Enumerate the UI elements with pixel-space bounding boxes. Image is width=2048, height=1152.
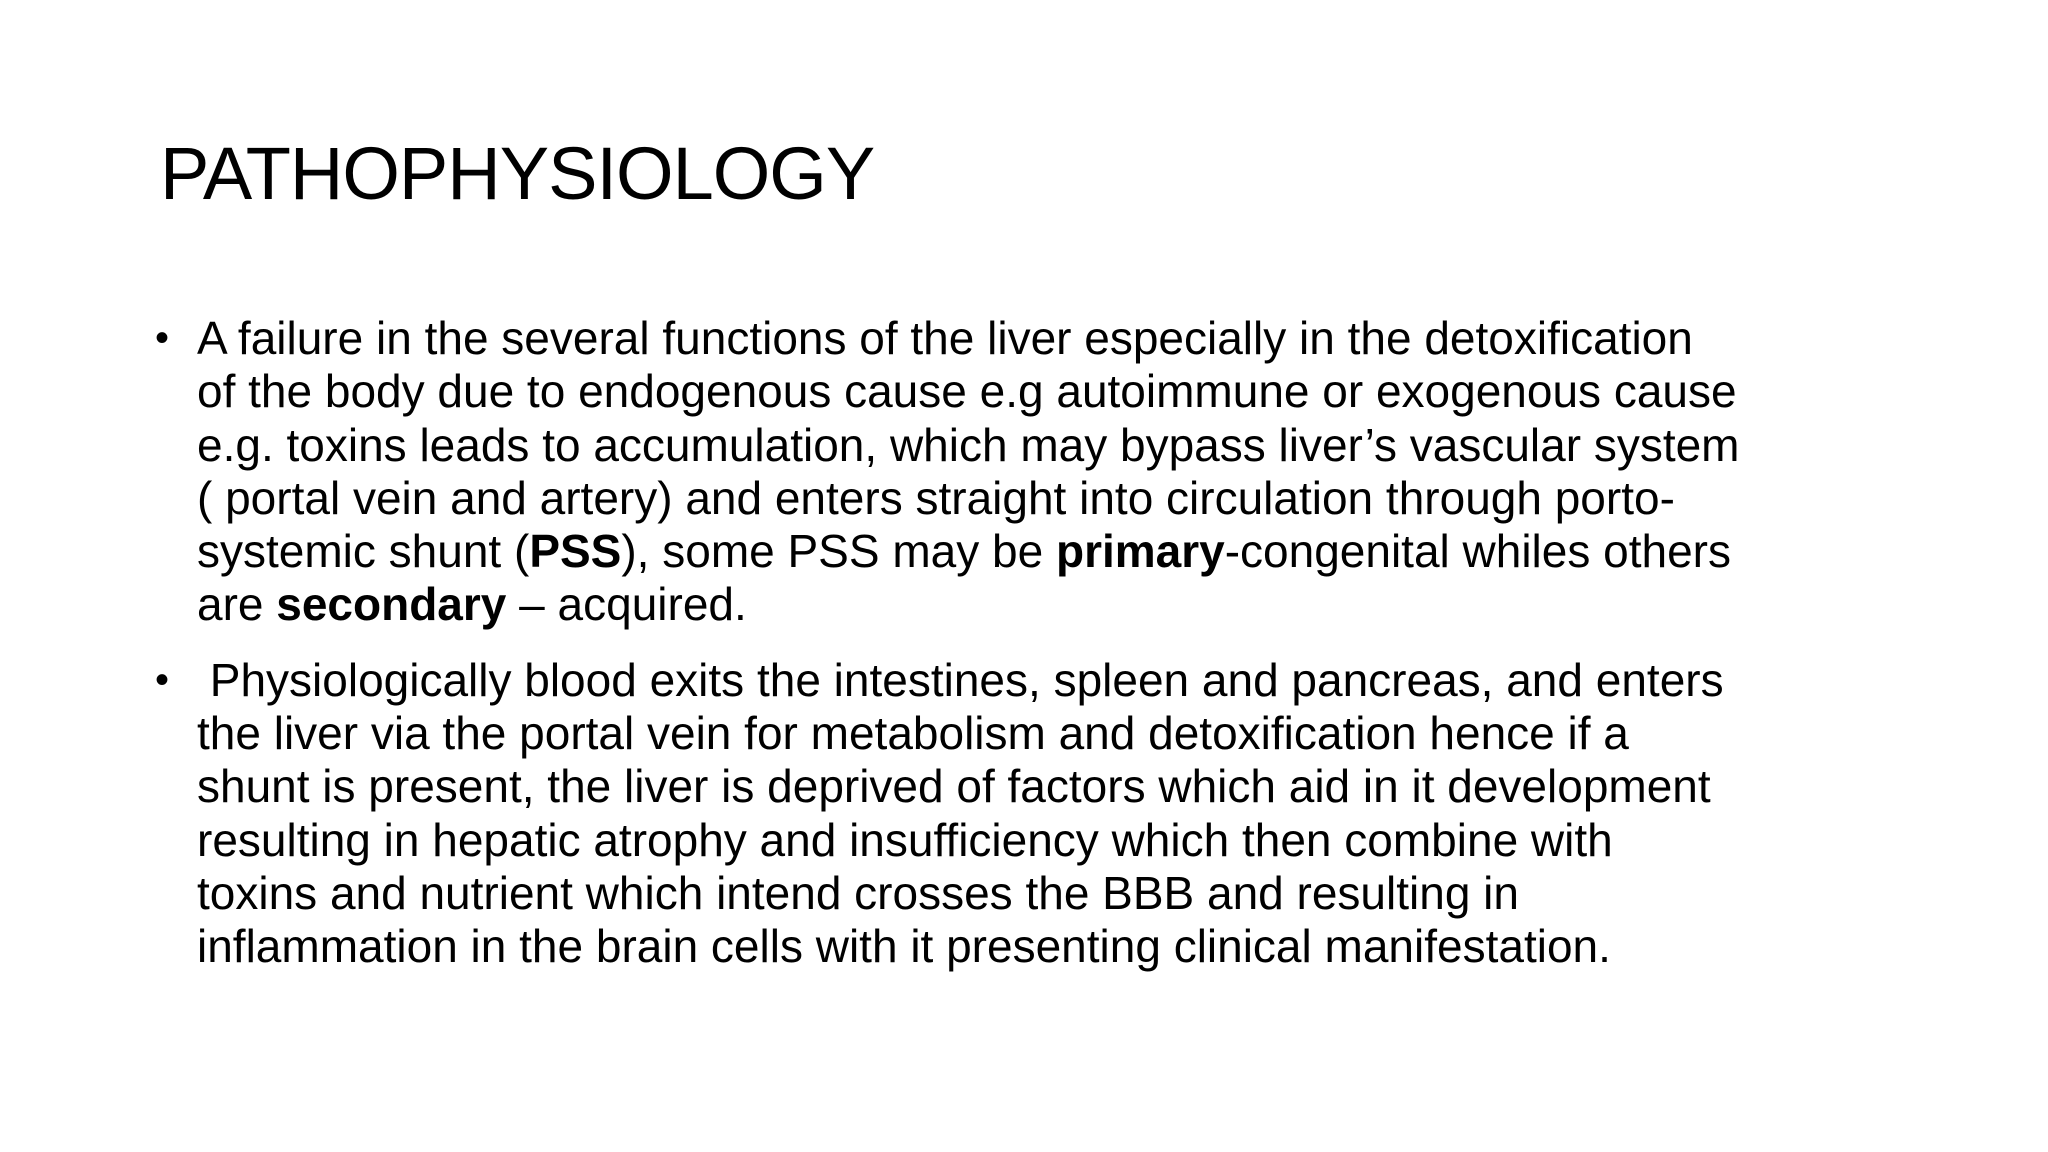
bullet-line: inflammation in the brain cells with it presenting clinical manifestation. [197,920,1611,973]
bullet-line: A failure in the several functions of the liver especially in the detoxification [197,312,1693,364]
bullet-dot-icon: • [155,316,170,360]
bold-term-pss: PSS [529,525,622,578]
bold-term-secondary: secondary [276,578,507,631]
bullet-line: resulting in hepatic atrophy and insufficiency which then combine with [197,813,1613,866]
bullet-line: shunt is present, the liver is deprived of factors which aid in it development [197,760,1711,813]
bullet-line: of the body due to endogenous cause e.g autoimmune or exogenous cause [197,365,1737,418]
bullet-line: are secondary – acquired. [197,578,747,631]
bullet-line: e.g. toxins leads to accumulation, which may bypass liver’s vascular system [197,418,1740,471]
bullet-line: toxins and nutrient which intend crosses the BBB and resulting in [197,866,1519,919]
bullet-line: Physiologically blood exits the intestines, spleen and pancreas, and enters [197,653,1724,706]
bullet-line: systemic shunt (PSS), some PSS may be primary-congenital whiles others [197,525,1731,578]
bullet-line: ( portal vein and artery) and enters straight into circulation through porto- [197,471,1675,524]
bullet-line: the liver via the portal vein for metabolism and detoxification hence if a [197,707,1629,760]
bullet-dot-icon: • [155,657,170,702]
slide-title: PATHOPHYSIOLOGY [160,132,875,215]
bullet-list [155,312,1915,996]
bold-term-primary: primary [1055,525,1225,578]
bullet-item [155,654,1915,974]
bullet-item [155,312,1915,632]
